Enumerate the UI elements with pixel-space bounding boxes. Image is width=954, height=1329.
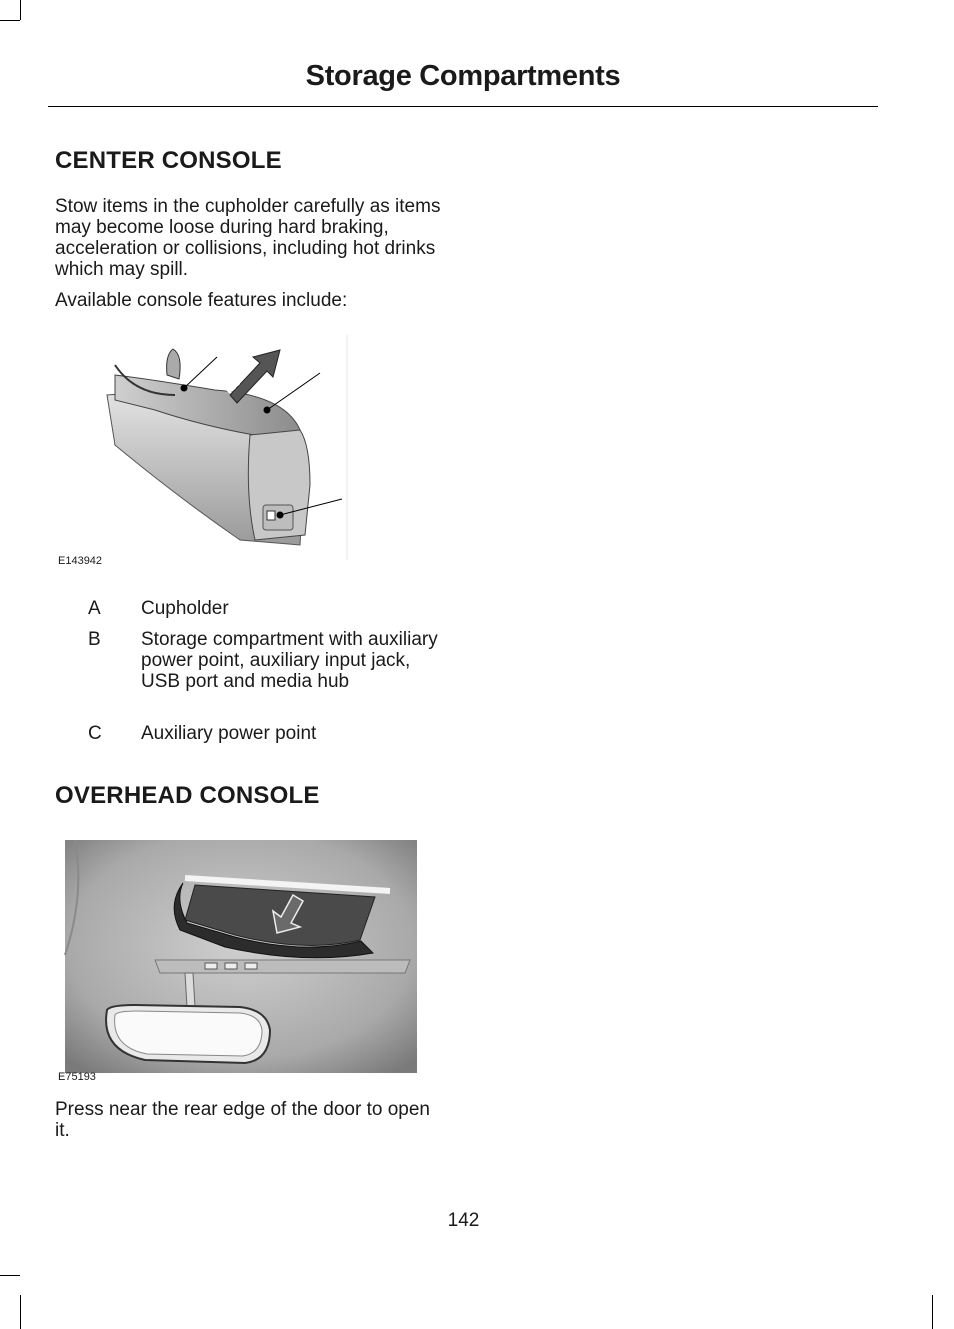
header-divider <box>48 106 878 107</box>
overhead-console-drawing <box>55 835 420 1075</box>
overhead-console-illustration <box>55 835 420 1090</box>
center-console-warning-text: Stow items in the cupholder carefully as items may become loose during hard braking, acceleration or collisions, including hot drinks which may spill. <box>55 196 441 280</box>
console-features-intro: Available console features include: <box>55 290 348 311</box>
legend-item <box>55 723 455 745</box>
center-console-illustration <box>55 335 355 570</box>
legend-key: C <box>88 723 102 744</box>
crop-mark <box>0 1275 20 1276</box>
crop-mark <box>932 1295 933 1329</box>
figure-code: E143942 <box>58 555 103 567</box>
crop-mark <box>0 20 20 21</box>
figure-code: E75193 <box>58 1071 96 1083</box>
center-console-heading: CENTER CONSOLE <box>55 147 282 174</box>
crop-mark <box>20 1295 21 1329</box>
legend-item <box>55 598 455 620</box>
legend-text: Auxiliary power point <box>141 723 317 744</box>
center-console-drawing <box>55 335 355 560</box>
overhead-console-instruction: Press near the rear edge of the door to open it. <box>55 1099 430 1141</box>
legend-text: Storage compartment with auxiliary power point, auxiliary input jack, USB port and media hub <box>141 629 438 692</box>
legend-item <box>55 629 455 714</box>
overhead-console-heading: OVERHEAD CONSOLE <box>55 782 320 809</box>
crop-mark <box>20 0 21 20</box>
page-number: 142 <box>447 1210 480 1231</box>
legend-text: Cupholder <box>141 598 229 619</box>
page-title: Storage Compartments <box>305 60 621 92</box>
legend-key: A <box>88 598 101 619</box>
legend-key: B <box>88 629 101 650</box>
